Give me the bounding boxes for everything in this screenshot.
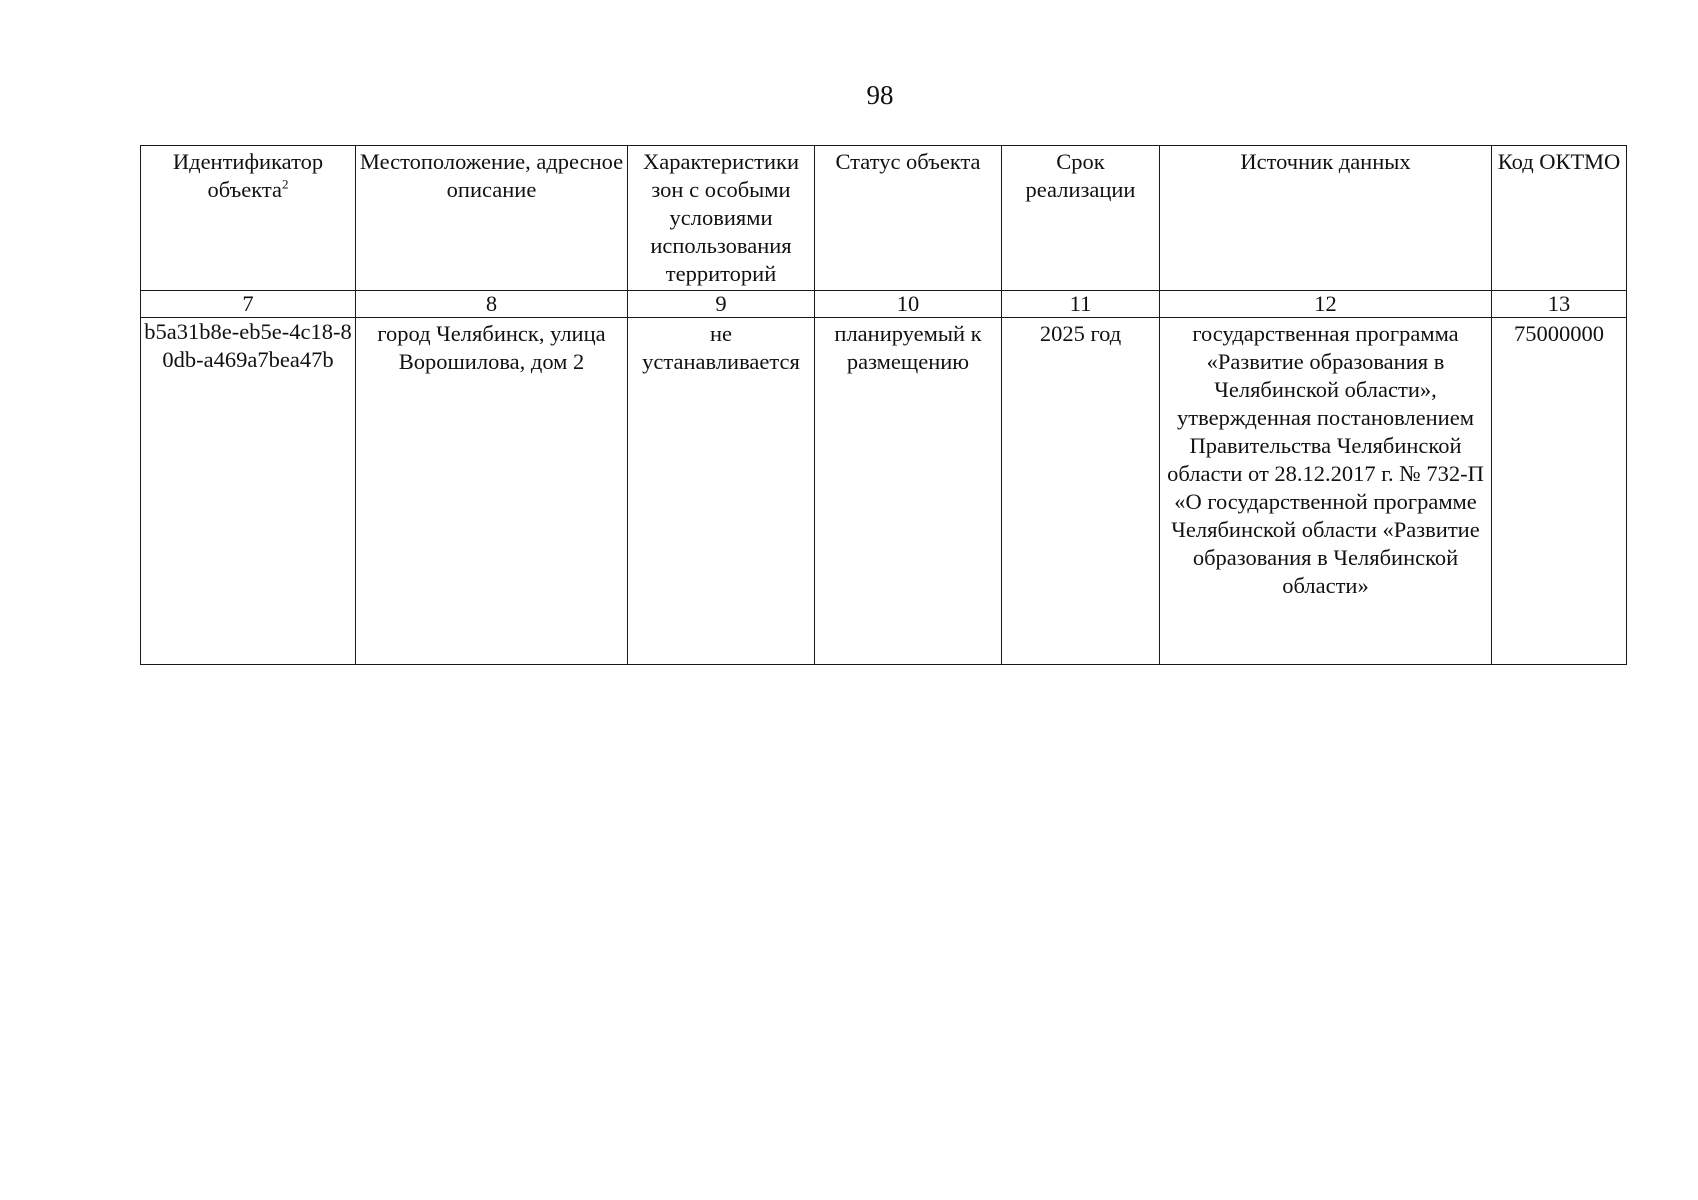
header-location: Местоположение, адресное описание — [356, 146, 628, 291]
cell-term: 2025 год — [1002, 318, 1160, 665]
objects-table — [140, 145, 1627, 665]
header-row — [141, 146, 1627, 291]
column-number: 9 — [628, 291, 815, 318]
column-number: 11 — [1002, 291, 1160, 318]
column-number: 13 — [1492, 291, 1627, 318]
table-row — [141, 318, 1627, 665]
column-number: 8 — [356, 291, 628, 318]
cell-source: государственная программа «Развитие образования в Челябинской области», утвержденная постановлением Правительства Челябинской области от 28.12.2017 г. № 732-П «О государственной программе Челябинской области «Развитие образования в Челябинской области» — [1160, 318, 1492, 665]
header-zones: Характеристики зон с особыми условиями использования территорий — [628, 146, 815, 291]
column-number: 12 — [1160, 291, 1492, 318]
cell-location: город Челябинск, улица Ворошилова, дом 2 — [356, 318, 628, 665]
column-numbers-row — [141, 291, 1627, 318]
header-oktmo: Код ОКТМО — [1492, 146, 1627, 291]
header-term: Срок реализации — [1002, 146, 1160, 291]
header-source: Источник данных — [1160, 146, 1492, 291]
header-status: Статус объекта — [815, 146, 1002, 291]
cell-oktmo: 75000000 — [1492, 318, 1627, 665]
footnote-mark: 2 — [282, 176, 289, 192]
cell-object-id: b5a31b8e-eb5e-4c18-80db-a469a7bea47b — [141, 318, 356, 665]
column-number: 10 — [815, 291, 1002, 318]
cell-zones: не устанавливается — [628, 318, 815, 665]
column-number: 7 — [141, 291, 356, 318]
page-number: 98 — [866, 80, 894, 110]
cell-status: планируемый к размещению — [815, 318, 1002, 665]
header-id: Идентификатор объекта$^2$ — [141, 146, 356, 291]
